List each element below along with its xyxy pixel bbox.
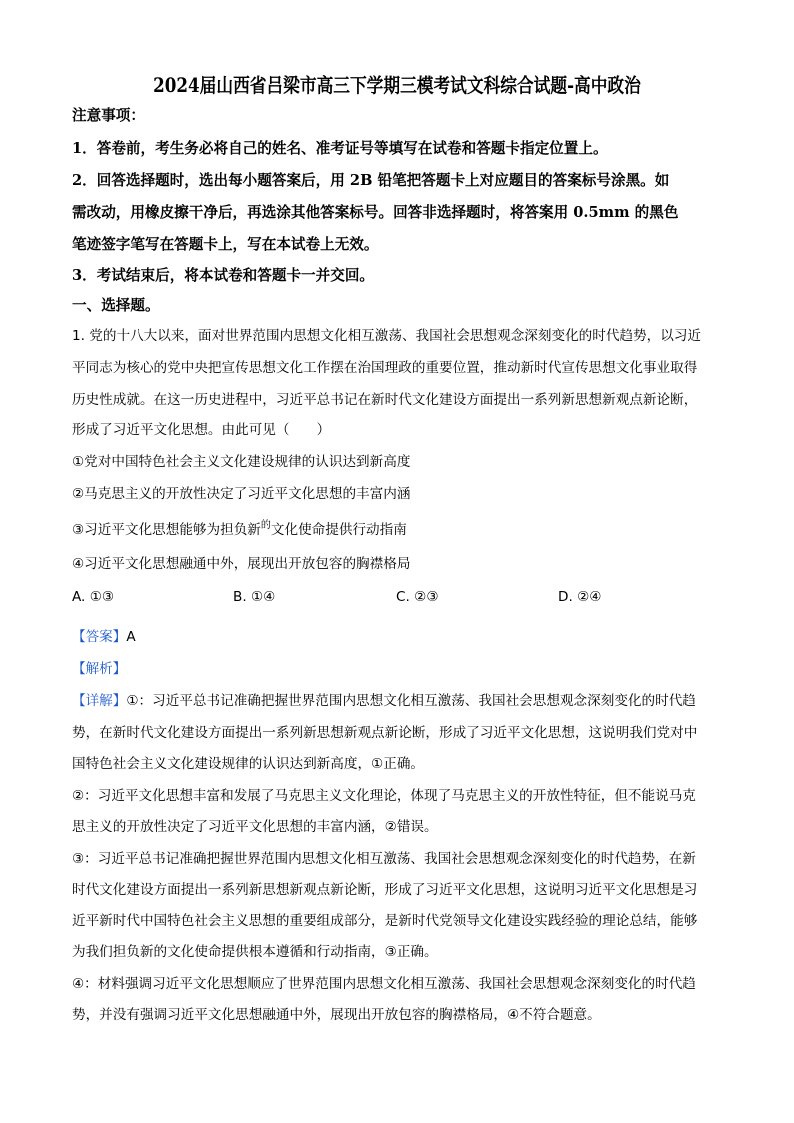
answer-tag: 【答案】: [72, 629, 127, 645]
detail-line-7: 时代文化建设方面提出一系列新思想新观点新论断，形成了习近平文化思想，这说明习近平文化思想是习: [72, 882, 698, 898]
question-stem-line-1: 1. 党的十八大以来，面对世界范围内思想文化相互激荡、我国社会思想观念深刻变化的时代趋势，以习近: [72, 328, 702, 344]
detail-line-9: 为我们担负新的文化使命提供根本遵循和行动指南，③正确。: [72, 944, 438, 960]
detail-line-2: 势，在新时代文化建设方面提出一系列新思想新观点新论断，形成了习近平文化思想，这说明我们党对中: [72, 725, 698, 741]
detail-line-11: 势，并没有强调习近平文化思想融通中外，展现出开放包容的胸襟格局，④不符合题意。: [72, 1007, 601, 1023]
detail-tag: 【详解】: [72, 693, 127, 709]
detail-line-4: ②：习近平文化思想丰富和发展了马克思主义文化理论，体现了马克思主义的开放性特征，但不能说马克: [72, 788, 696, 804]
notice-item-1: 1．答卷前，考生务必将自己的姓名、准考证号等填写在试卷和答题卡指定位置上。: [72, 140, 608, 157]
question-stem-line-3: 历史性成就。在这一历史进程中，习近平总书记在新时代文化建设方面提出一系列新思想新观点新论断，: [72, 392, 698, 408]
detail-line-5: 思主义的开放性决定了习近平文化思想的丰富内涵，②错误。: [72, 819, 438, 835]
section-heading: 一、选择题。: [72, 297, 160, 314]
statement-1: ①党对中国特色社会主义文化建设规律的认识达到新高度: [72, 454, 411, 470]
option-d: D. ②④: [558, 589, 602, 605]
statement-3: ③习近平文化思想能够为担负新$^的$文化使命提供行动指南: [72, 520, 407, 538]
notice-item-3: 3．考试结束后，将本试卷和答题卡一并交回。: [72, 267, 375, 284]
detail-line-10: ④：材料强调习近平文化思想顺应了世界范围内思想文化相互激荡、我国社会思想观念深刻变化的时代趋: [72, 976, 696, 992]
question-stem-line-2: 平同志为核心的党中央把宣传思想文化工作摆在治国理政的重要位置，推动新时代宣传思想文化事业取得: [72, 360, 698, 376]
option-c: C. ②③: [396, 589, 439, 605]
detail-line-6: ③：习近平总书记准确把握世界范围内思想文化相互激荡、我国社会思想观念深刻变化的时代趋势，在新: [72, 851, 696, 867]
statement-4: ④习近平文化思想融通中外，展现出开放包容的胸襟格局: [72, 556, 411, 572]
notice-item-2: 2．回答选择题时，选出每小题答案后，用 2B 铅笔把答题卡上对应题目的答案标号涂黑。如: [72, 172, 670, 189]
notice-item-2-cont2: 笔迹签字笔写在答题卡上，写在本试卷上无效。: [72, 236, 379, 253]
option-a: A. ①③: [72, 589, 115, 605]
document-title: 2024届山西省吕梁市高三下学期三模考试文科综合试题-高中政治: [153, 74, 641, 97]
option-b: B. ①④: [233, 589, 276, 605]
detail-line-3: 国特色社会主义文化建设规律的认识达到新高度，①正确。: [72, 756, 425, 772]
notice-item-2-cont: 需改动，用橡皮擦干净后，再选涂其他答案标号。回答非选择题时，将答案用 0.5mm 的黑色: [72, 204, 679, 221]
answer-value: A: [126, 629, 136, 645]
answer-line: [72, 627, 136, 647]
analysis-line: [72, 659, 126, 679]
detail-line-1: 【详解】①：习近平总书记准确把握世界范围内思想文化相互激荡、我国社会思想观念深刻变化的时代趋: [72, 693, 696, 709]
statement-2: ②马克思主义的开放性决定了习近平文化思想的丰富内涵: [72, 486, 411, 502]
analysis-tag: 【解析】: [72, 661, 127, 677]
question-stem-line-4: 形成了习近平文化思想。由此可见（ ）: [72, 422, 331, 438]
detail-line-8: 近平新时代中国特色社会主义思想的重要组成部分，是新时代党领导文化建设实践经验的理论总结，能够: [72, 913, 698, 929]
notice-heading: 注意事项：: [72, 107, 145, 124]
